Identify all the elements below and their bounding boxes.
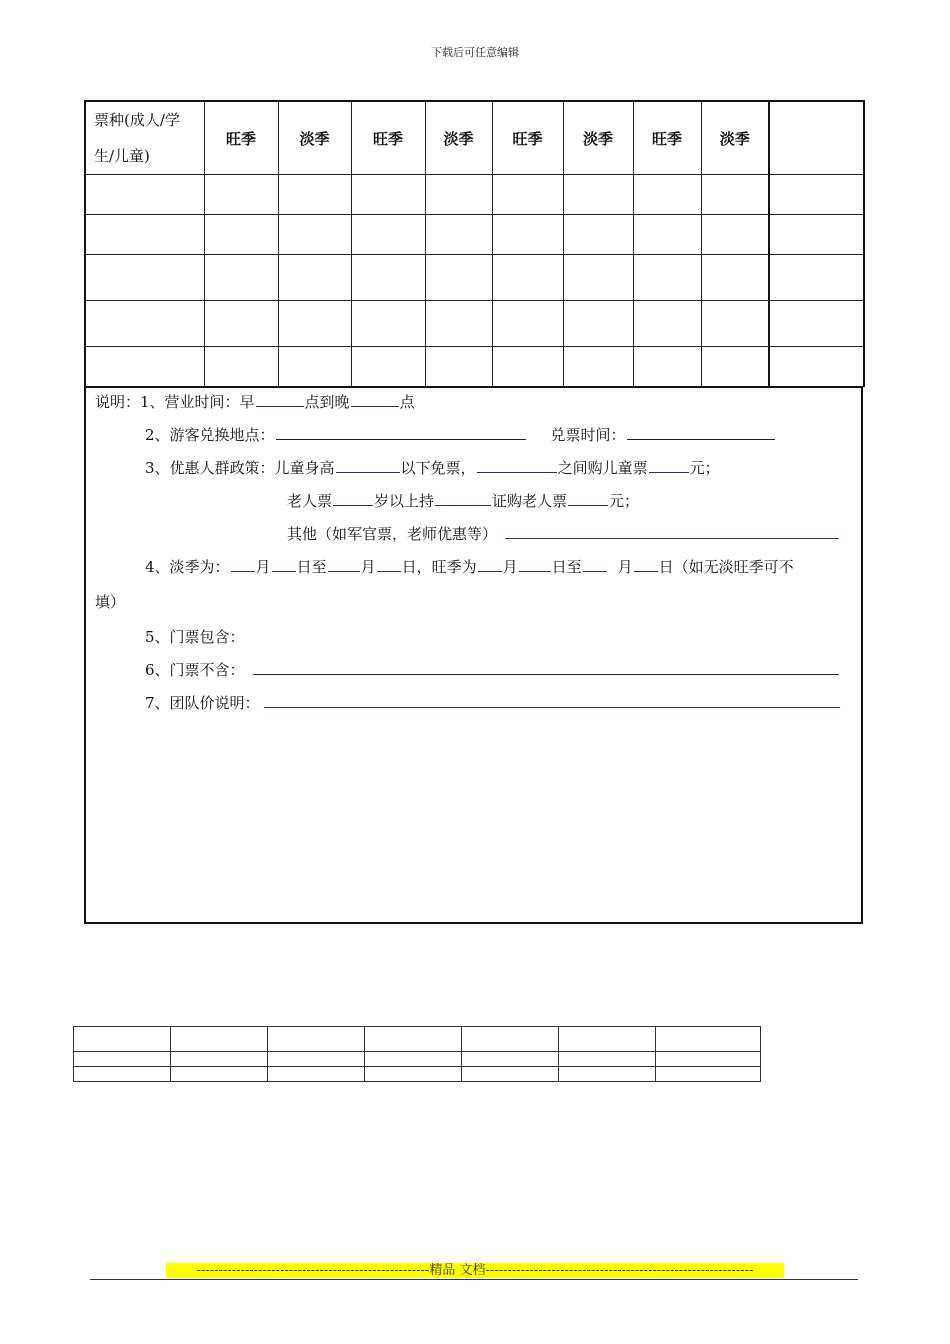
table-cell[interactable] (351, 347, 425, 387)
table-cell[interactable] (563, 175, 633, 215)
day-peak-label: 日，旺季为 (401, 558, 477, 576)
table-cell[interactable] (492, 347, 563, 387)
peak-start-day-blank[interactable] (519, 556, 551, 572)
child-price-blank[interactable] (649, 457, 689, 473)
group-price-blank[interactable] (264, 692, 840, 708)
season-header: 旺季 (204, 101, 278, 175)
senior-cert-blank[interactable] (435, 490, 491, 506)
discount-policy-line (145, 452, 720, 485)
exchange-time-label: 兑票时间： (550, 426, 626, 444)
table-cell[interactable] (425, 347, 492, 387)
month-label: 月 (502, 558, 518, 576)
table-cell[interactable] (85, 255, 204, 301)
season-note-continuation: 填） (95, 593, 126, 611)
table-cell[interactable] (365, 1067, 462, 1082)
table-row (85, 215, 864, 255)
footer-watermark: -----------------------------------------------------精品 文档------------------------------------------------------------- (166, 1263, 784, 1278)
yuan-label: 元； (609, 492, 640, 510)
table-cell[interactable] (701, 347, 769, 387)
table-cell[interactable] (462, 1067, 559, 1082)
table-cell[interactable] (171, 1052, 268, 1067)
senior-age-blank[interactable] (333, 490, 373, 506)
season-header: 旺季 (492, 101, 563, 175)
table-cell[interactable] (769, 255, 864, 301)
table-row (85, 255, 864, 301)
age-above-label: 岁以上持 (374, 492, 435, 510)
group-price-line (145, 687, 841, 720)
table-cell[interactable] (492, 175, 563, 215)
table-cell[interactable] (656, 1067, 761, 1082)
ticket-includes-line: 5、门票包含： (145, 628, 245, 646)
footer-divider (90, 1279, 858, 1280)
table-cell[interactable] (701, 255, 769, 301)
business-hours-label: 说明：1、营业时间：早 (95, 393, 255, 411)
table-cell[interactable] (633, 175, 701, 215)
ticket-excludes-line (145, 654, 840, 687)
table-cell[interactable] (351, 301, 425, 347)
table-cell[interactable] (563, 347, 633, 387)
table-cell[interactable] (425, 301, 492, 347)
exchange-location-blank[interactable] (276, 424, 526, 440)
table-cell[interactable] (425, 175, 492, 215)
table-cell[interactable] (563, 215, 633, 255)
table-cell[interactable] (351, 255, 425, 301)
notes-section (84, 386, 863, 924)
season-dates-line (145, 551, 794, 584)
table-cell[interactable] (268, 1067, 365, 1082)
table-cell[interactable] (171, 1027, 268, 1052)
table-cell[interactable] (563, 255, 633, 301)
table-cell[interactable] (85, 175, 204, 215)
table-cell[interactable] (656, 1027, 761, 1052)
ticket-price-table (84, 100, 865, 387)
month-label: 月 (617, 558, 633, 576)
senior-cert-label: 证购老人票 (492, 492, 568, 510)
season-label: 4、淡季为： (145, 558, 230, 576)
month-label: 月 (360, 558, 376, 576)
table-row (74, 1067, 761, 1082)
table-cell[interactable] (278, 215, 351, 255)
other-discount-line (287, 518, 840, 551)
table-cell[interactable] (351, 215, 425, 255)
exchange-time-blank[interactable] (627, 424, 775, 440)
table-cell[interactable] (492, 255, 563, 301)
table-cell[interactable] (492, 301, 563, 347)
table-cell[interactable] (278, 175, 351, 215)
table-cell[interactable] (204, 175, 278, 215)
ticket-excludes-label: 6、门票不含： (145, 661, 245, 679)
season-header: 淡季 (425, 101, 492, 175)
table-row (74, 1027, 761, 1052)
senior-ticket-label: 老人票 (287, 492, 333, 510)
ticket-excludes-blank[interactable] (253, 659, 839, 675)
table-cell[interactable] (656, 1052, 761, 1067)
table-cell[interactable] (701, 215, 769, 255)
ticket-type-header: 票种(成人/学生/儿童) (85, 101, 204, 175)
table-cell[interactable] (701, 301, 769, 347)
table-header-row (85, 101, 864, 175)
table-cell[interactable] (425, 215, 492, 255)
table-cell[interactable] (462, 1027, 559, 1052)
month-label: 月 (255, 558, 271, 576)
blank-grid-table (73, 1026, 761, 1082)
hour-unit-label: 点 (399, 393, 415, 411)
discount-policy-label: 3、优惠人群政策：儿童身高 (145, 459, 335, 477)
table-cell[interactable] (559, 1052, 656, 1067)
table-cell[interactable] (633, 347, 701, 387)
table-cell[interactable] (85, 301, 204, 347)
table-cell[interactable] (268, 1052, 365, 1067)
table-cell[interactable] (563, 301, 633, 347)
season-header: 旺季 (633, 101, 701, 175)
table-cell[interactable] (204, 255, 278, 301)
table-cell[interactable] (204, 301, 278, 347)
table-cell[interactable] (85, 347, 204, 387)
table-cell[interactable] (351, 175, 425, 215)
free-ticket-label: 以下免票， (400, 459, 476, 477)
table-row (85, 301, 864, 347)
table-cell[interactable] (74, 1027, 171, 1052)
child-height-range-blank[interactable] (477, 457, 557, 473)
season-header: 旺季 (351, 101, 425, 175)
group-price-label: 7、团队价说明： (145, 694, 260, 712)
table-cell[interactable] (769, 175, 864, 215)
table-cell[interactable] (769, 347, 864, 387)
table-cell[interactable] (633, 255, 701, 301)
to-evening-label: 点到晚 (304, 393, 350, 411)
season-header: 淡季 (278, 101, 351, 175)
table-cell[interactable] (85, 215, 204, 255)
table-cell[interactable] (171, 1067, 268, 1082)
table-row (74, 1052, 761, 1067)
table-cell[interactable] (559, 1027, 656, 1052)
table-cell[interactable] (365, 1052, 462, 1067)
day-to-label: 日至 (551, 558, 582, 576)
header-note: 下载后可任意编辑 (431, 46, 519, 59)
table-cell[interactable] (365, 1027, 462, 1052)
yuan-label: 元； (689, 459, 720, 477)
senior-ticket-line (287, 485, 639, 518)
season-header: 淡季 (563, 101, 633, 175)
table-cell[interactable] (701, 175, 769, 215)
peak-end-month-blank[interactable] (583, 556, 607, 572)
exchange-location-label: 2、游客兑换地点： (145, 426, 275, 444)
table-cell[interactable] (769, 215, 864, 255)
extra-header-cell (769, 101, 864, 175)
table-cell[interactable] (278, 301, 351, 347)
table-cell[interactable] (204, 215, 278, 255)
close-time-blank[interactable] (351, 391, 399, 407)
table-cell[interactable] (425, 255, 492, 301)
table-row (85, 175, 864, 215)
open-time-blank[interactable] (256, 391, 304, 407)
table-cell[interactable] (204, 347, 278, 387)
other-discount-blank[interactable] (505, 523, 839, 539)
low-end-month-blank[interactable] (328, 556, 360, 572)
table-cell[interactable] (278, 255, 351, 301)
table-cell[interactable] (559, 1067, 656, 1082)
table-cell[interactable] (74, 1052, 171, 1067)
table-row (85, 347, 864, 387)
table-cell[interactable] (278, 347, 351, 387)
table-cell[interactable] (462, 1052, 559, 1067)
table-cell[interactable] (492, 215, 563, 255)
low-end-day-blank[interactable] (377, 556, 401, 572)
other-discount-label: 其他（如军官票，老师优惠等） (287, 525, 498, 543)
peak-end-day-blank[interactable] (634, 556, 658, 572)
day-to-label: 日至 (296, 558, 327, 576)
senior-price-blank[interactable] (568, 490, 608, 506)
business-hours-line (95, 386, 415, 419)
child-ticket-label: 之间购儿童票 (557, 459, 648, 477)
child-height-blank[interactable] (336, 457, 400, 473)
peak-start-month-blank[interactable] (478, 556, 502, 572)
season-header: 淡季 (701, 101, 769, 175)
exchange-location-line (145, 419, 776, 452)
table-cell[interactable] (769, 301, 864, 347)
table-cell[interactable] (633, 301, 701, 347)
low-start-month-blank[interactable] (231, 556, 255, 572)
low-start-day-blank[interactable] (272, 556, 296, 572)
table-cell[interactable] (268, 1027, 365, 1052)
table-cell[interactable] (74, 1067, 171, 1082)
season-note-label: 日（如无淡旺季可不 (658, 558, 794, 576)
table-cell[interactable] (633, 215, 701, 255)
